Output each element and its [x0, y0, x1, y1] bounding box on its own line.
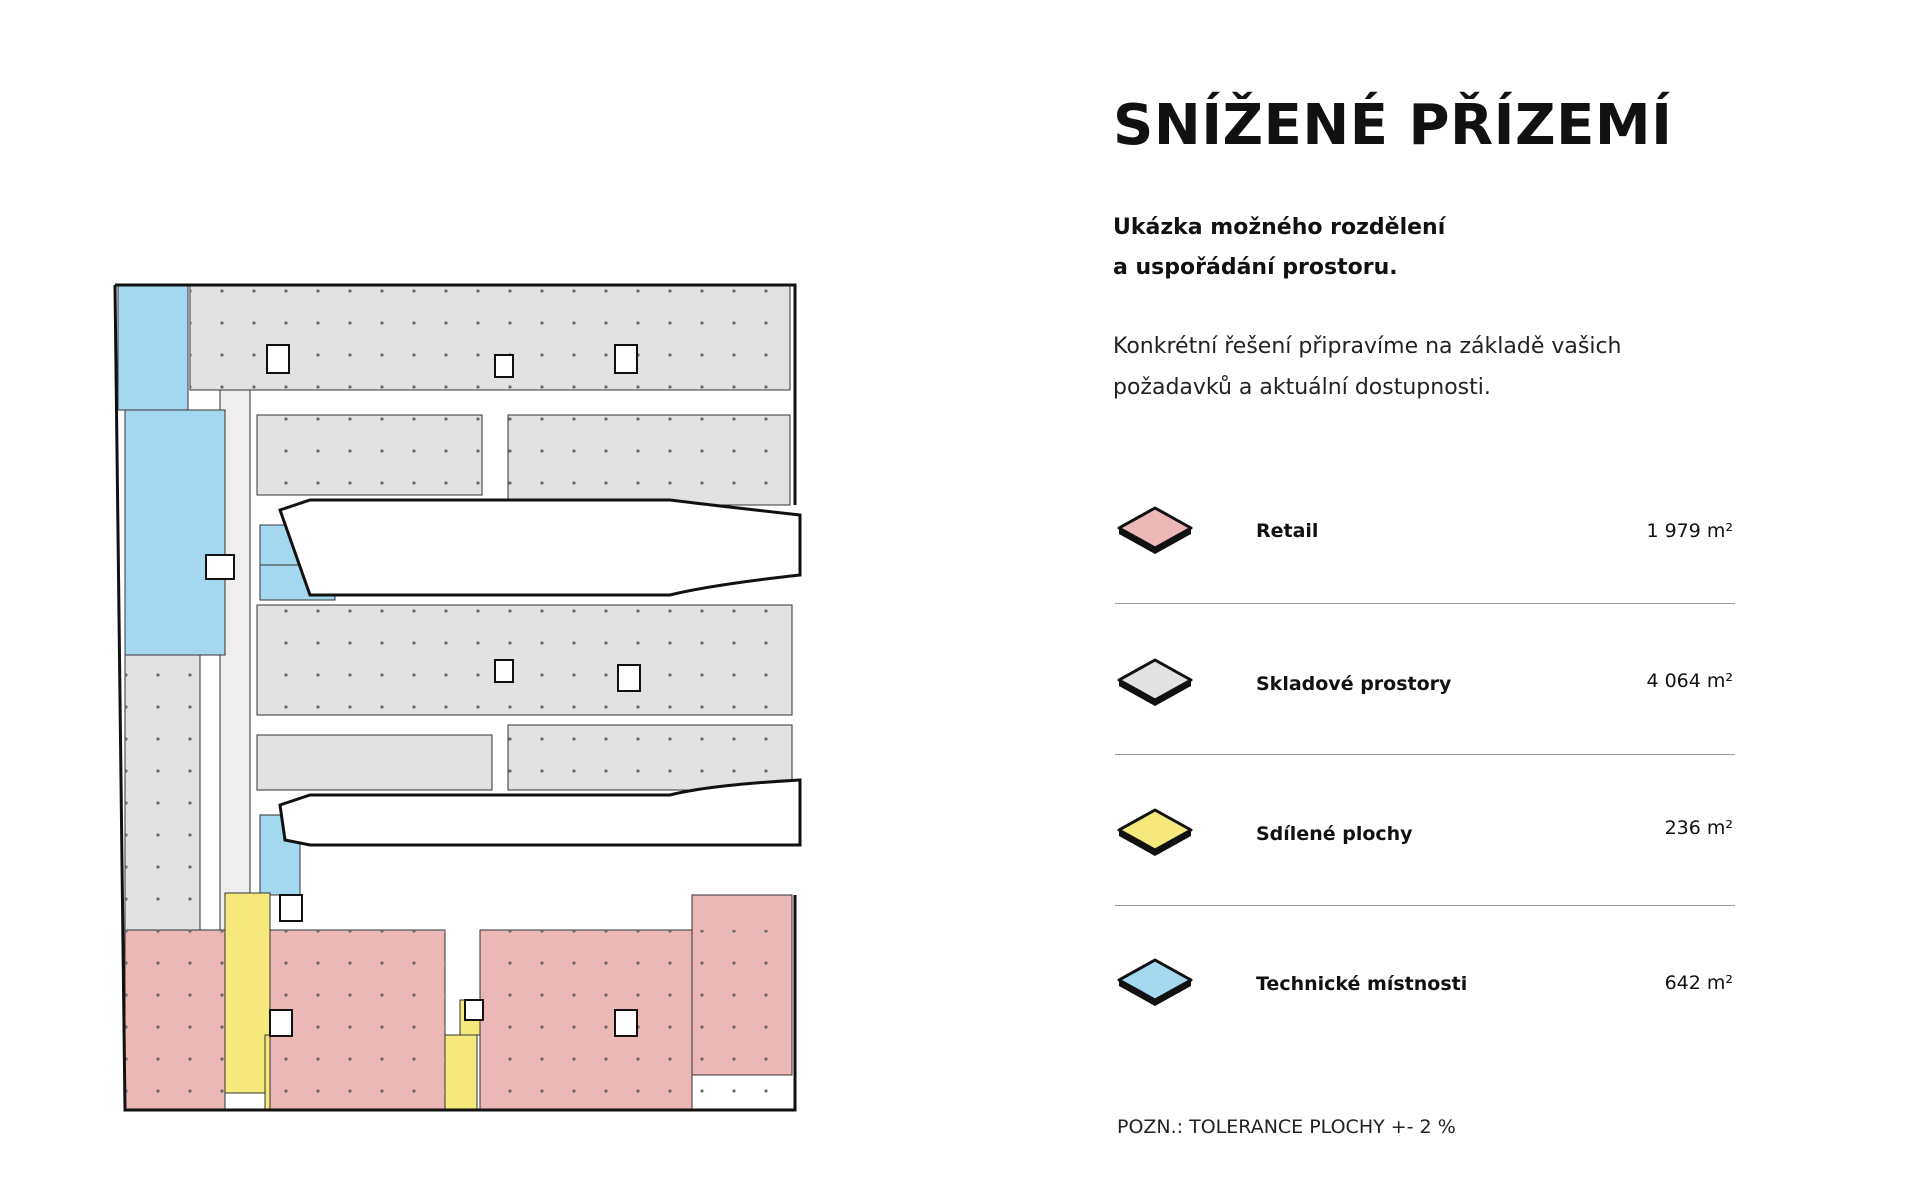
- page-title: SNÍŽENÉ PŘÍZEMÍ: [1113, 93, 1673, 158]
- area-tolerance-note: POZN.: TOLERANCE PLOCHY +- 2 %: [1117, 1116, 1456, 1138]
- subtitle: [1113, 208, 1445, 288]
- legend-label: Technické místnosti: [1256, 973, 1468, 995]
- technical-swatch-icon: [1115, 954, 1195, 1010]
- legend-value: 642 m²: [1664, 972, 1733, 994]
- description: [1113, 326, 1621, 408]
- shared-swatch-icon: [1115, 804, 1195, 860]
- legend-divider: [1115, 905, 1735, 906]
- legend-value: 1 979 m²: [1646, 520, 1733, 542]
- legend-value: 236 m²: [1664, 817, 1733, 839]
- legend-divider: [1115, 754, 1735, 755]
- retail-swatch-icon: [1115, 502, 1195, 558]
- legend-label: Sdílené plochy: [1256, 823, 1413, 845]
- legend-item-storage: [1115, 652, 1735, 802]
- subtitle-line-2: a uspořádání prostoru.: [1113, 255, 1398, 280]
- legend-item-shared: [1115, 802, 1735, 952]
- legend-divider: [1115, 603, 1735, 604]
- legend-label: Retail: [1256, 520, 1319, 542]
- subtitle-line-1: Ukázka možného rozdělení: [1113, 215, 1446, 240]
- description-line-2: požadavků a aktuální dostupnosti.: [1113, 375, 1491, 400]
- floor-plan: [110, 275, 820, 1115]
- legend-item-technical: [1115, 952, 1735, 1102]
- legend-label: Skladové prostory: [1256, 673, 1452, 695]
- legend-item-retail: [1115, 500, 1735, 650]
- legend-value: 4 064 m²: [1646, 670, 1733, 692]
- description-line-1: Konkrétní řešení připravíme na základě vašich: [1113, 334, 1622, 359]
- storage-swatch-icon: [1115, 654, 1195, 710]
